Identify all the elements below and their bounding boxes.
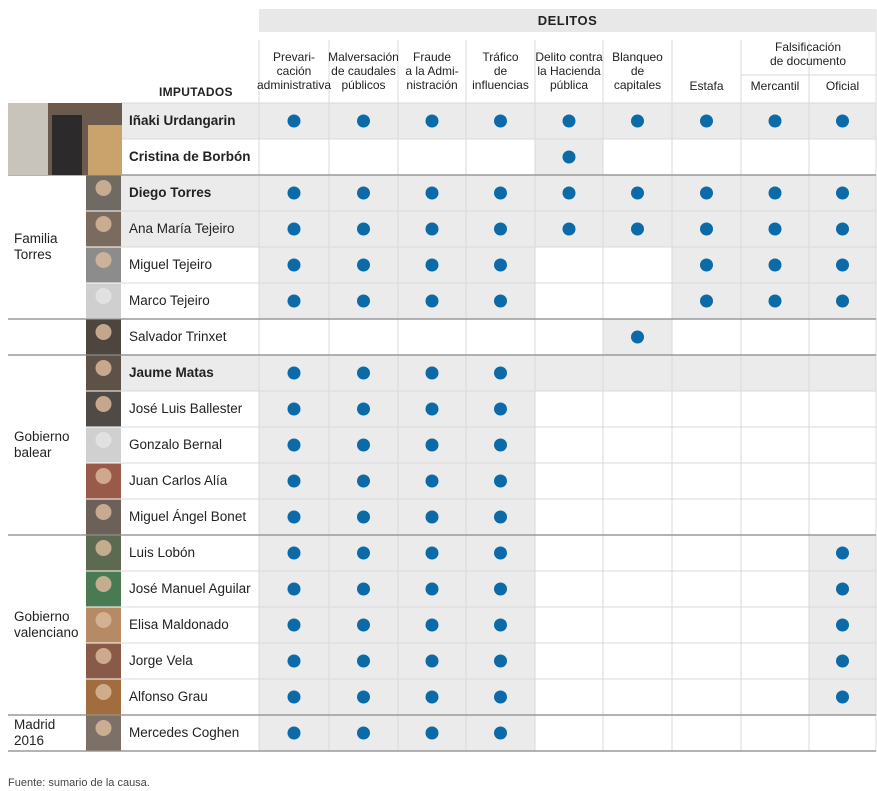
column-header: Fraude a la Admi- nistración xyxy=(405,50,459,92)
column-header: Oficial xyxy=(825,79,860,93)
chart-title: DELITOS xyxy=(259,9,876,32)
person-name: Diego Torres xyxy=(129,185,212,200)
person-name: Juan Carlos Alía xyxy=(129,473,228,488)
falsificacion-header: Falsificación de documento xyxy=(769,40,847,68)
person-name: Iñaki Urdangarin xyxy=(129,113,236,128)
person-name: Cristina de Borbón xyxy=(129,149,251,164)
column-header: Blanqueo de capitales xyxy=(612,50,663,92)
person-name: Miguel Ángel Bonet xyxy=(129,509,247,524)
person-name: José Manuel Aguilar xyxy=(129,581,251,596)
person-name: Miguel Tejeiro xyxy=(129,257,213,272)
person-name: Alfonso Grau xyxy=(129,689,208,704)
group-label: Gobierno valenciano xyxy=(14,609,79,640)
column-header: Delito contra la Hacienda pública xyxy=(535,50,603,92)
person-name: Salvador Trinxet xyxy=(129,329,227,344)
person-name: Gonzalo Bernal xyxy=(129,437,223,452)
column-header: Estafa xyxy=(689,79,724,93)
person-name: Luis Lobón xyxy=(129,545,196,560)
group-label: Madrid 2016 xyxy=(14,717,56,748)
imputados-header: IMPUTADOS xyxy=(159,85,233,99)
person-name: José Luis Ballester xyxy=(129,401,243,416)
column-header: Prevari- cación administrativa xyxy=(256,50,332,92)
person-name: Mercedes Coghen xyxy=(129,725,240,740)
person-name: Jorge Vela xyxy=(129,653,193,668)
person-name: Ana María Tejeiro xyxy=(129,221,235,236)
person-name: Jaume Matas xyxy=(129,365,214,380)
group-label: Gobierno balear xyxy=(14,429,70,460)
source-note: Fuente: sumario de la causa. xyxy=(8,777,150,789)
column-header: Mercantil xyxy=(750,79,800,93)
person-name: Marco Tejeiro xyxy=(129,293,210,308)
column-header: Tráfico de influencias xyxy=(472,50,529,92)
person-name: Elisa Maldonado xyxy=(129,617,229,632)
group-label: Familia Torres xyxy=(14,231,58,262)
column-header: Malversación de caudales públicos xyxy=(328,50,399,92)
